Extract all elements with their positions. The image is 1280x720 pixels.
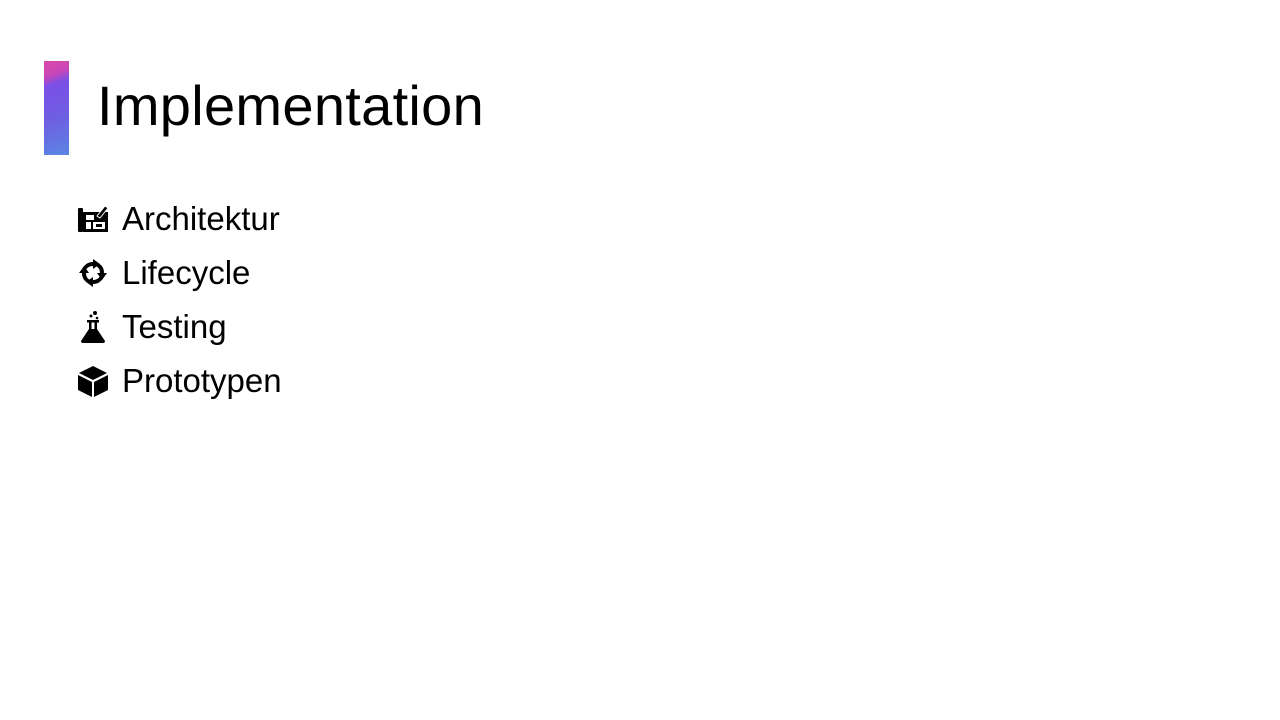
bullet-label: Prototypen bbox=[122, 362, 282, 399]
cube-icon bbox=[76, 364, 110, 398]
bullet-item-lifecycle bbox=[76, 246, 282, 300]
bullet-item-testing bbox=[76, 300, 282, 354]
bullet-label: Testing bbox=[122, 308, 227, 345]
bullet-label: Architektur bbox=[122, 200, 280, 237]
slide-title: Implementation bbox=[97, 74, 485, 137]
flask-icon bbox=[76, 310, 110, 344]
bullet-list bbox=[76, 192, 282, 408]
cycle-arrows-icon bbox=[76, 256, 110, 290]
bullet-label: Lifecycle bbox=[122, 254, 251, 291]
blueprint-icon bbox=[76, 202, 110, 236]
bullet-item-prototypen bbox=[76, 354, 282, 408]
bullet-item-architektur bbox=[76, 192, 282, 246]
title-accent-bar bbox=[44, 61, 69, 155]
